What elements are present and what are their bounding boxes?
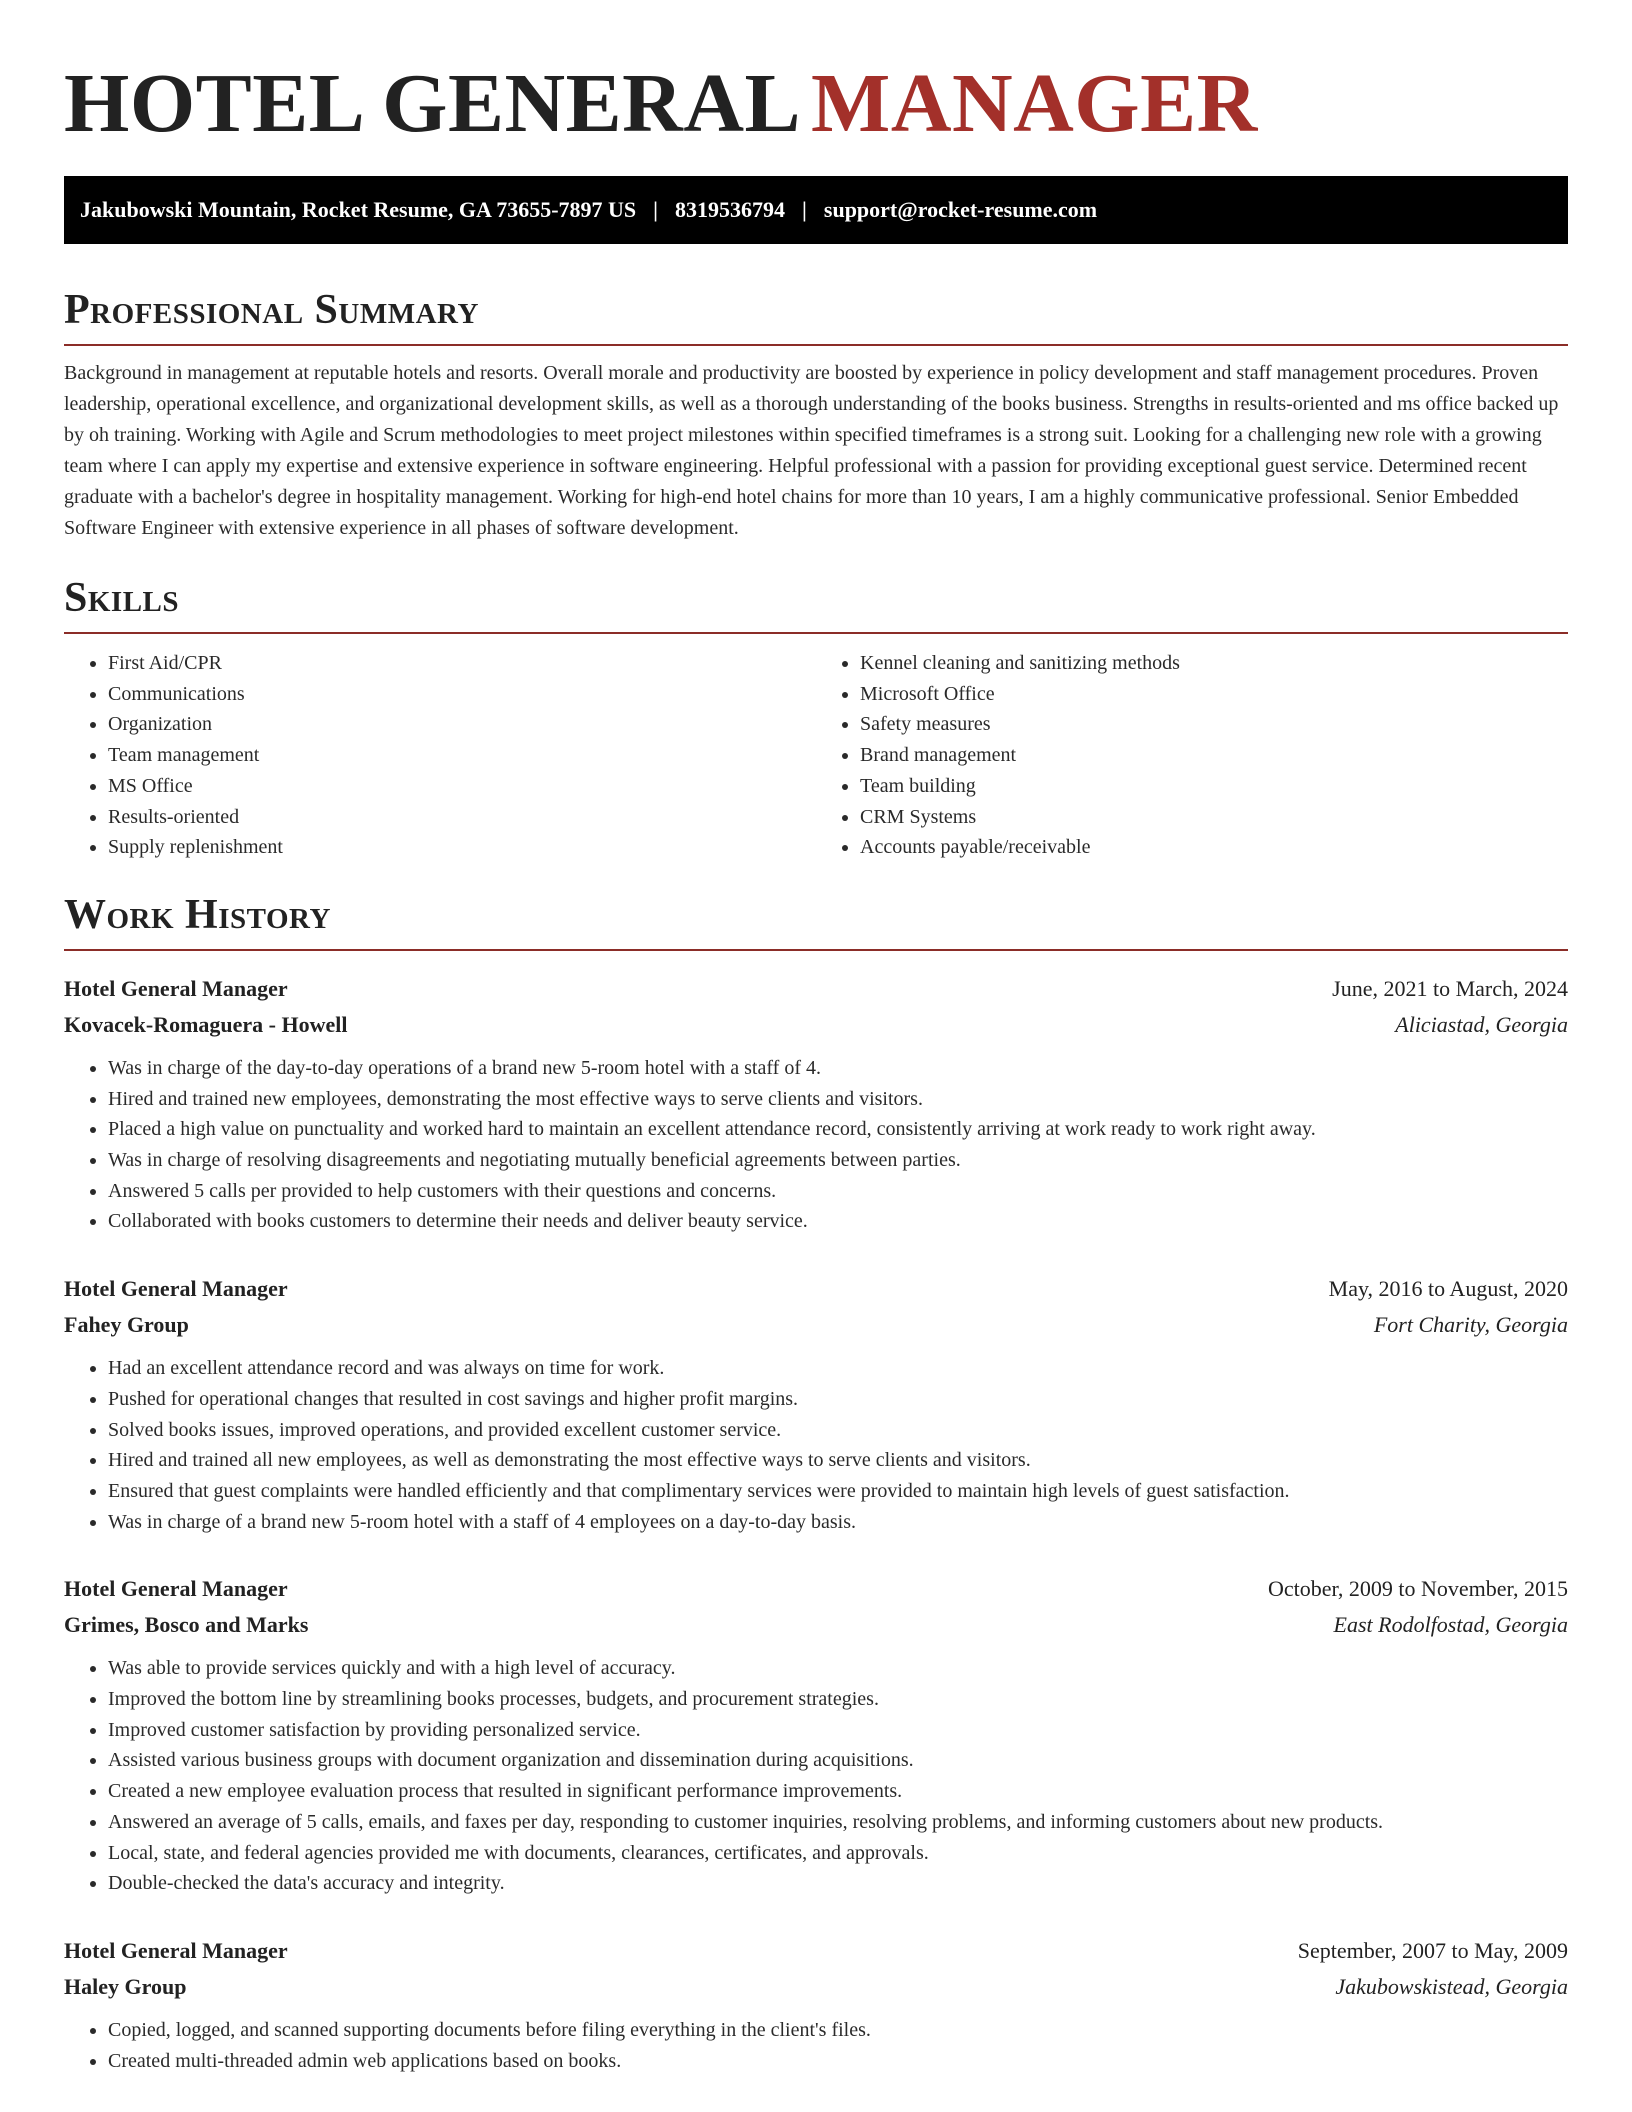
skill-item: • Results-oriented <box>108 802 816 833</box>
job-bullet: • Double-checked the data's accuracy and integrity. <box>108 1868 1568 1899</box>
work-history-section <box>64 889 1568 2076</box>
skill-item: • Organization <box>108 709 816 740</box>
job-bullet: • Created multi-threaded admin web applications based on books. <box>108 2046 1568 2077</box>
skills-list-left <box>64 648 816 863</box>
job-bullet: • Copied, logged, and scanned supporting documents before filing everything in the client's files. <box>108 2015 1568 2046</box>
summary-text: Background in management at reputable hotels and resorts. Overall morale and productivity are boosted by experience in policy development and staff management procedures. Proven leadership, operational excellence, and organizational development skills, as well as a thorough understanding of the books business. Strengths in results-oriented and ms office backed up by oh training. Working with Agile and Scrum methodologies to meet project milestones within specified timeframes is a strong suit. Looking for a challenging new role with a growing team where I can apply my expertise and extensive experience in software engineering. Helpful professional with a passion for providing exceptional guest service. Determined recent graduate with a bachelor's degree in hospitality management. Working for high-end hotel chains for more than 10 years, I am a highly communicative professional. Senior Embedded Software Engineer with extensive experience in all phases of software development. <box>64 362 1559 539</box>
job-location: Fort Charity, Georgia <box>1373 1312 1568 1338</box>
job-bullet: • Answered 5 calls per provided to help customers with their questions and concerns. <box>108 1176 1568 1207</box>
contact-address: Jakubowski Mountain, Rocket Resume, GA 73655-7897 US <box>80 197 637 222</box>
job-title: Hotel General Manager <box>64 1937 288 1963</box>
contact-phone: 8319536794 <box>675 197 786 222</box>
job-bullet: • Improved customer satisfaction by providing personalized service. <box>108 1715 1568 1746</box>
job-bullets <box>64 1053 1568 1237</box>
job-dates: June, 2021 to March, 2024 <box>1332 975 1568 1001</box>
job-location: East Rodolfostad, Georgia <box>1333 1612 1568 1638</box>
job-bullet: • Was able to provide services quickly and with a high level of accuracy. <box>108 1653 1568 1684</box>
job-bullet: • Was in charge of a brand new 5-room hotel with a staff of 4 employees on a day-to-day basis. <box>108 1507 1568 1538</box>
skill-item: • Brand management <box>860 740 1568 771</box>
job-bullet: • Hired and trained all new employees, as well as demonstrating the most effective ways to serve clients and visitors. <box>108 1445 1568 1476</box>
job-dates: October, 2009 to November, 2015 <box>1267 1576 1568 1602</box>
job-bullet: • Hired and trained new employees, demonstrating the most effective ways to serve clients and visitors. <box>108 1084 1568 1115</box>
job-bullet: • Was in charge of the day-to-day operations of a brand new 5-room hotel with a staff of 4. <box>108 1053 1568 1084</box>
job-location: Jakubowskistead, Georgia <box>1335 1973 1568 1999</box>
contact-bar <box>64 176 1568 244</box>
job-header-row <box>64 1571 1568 1607</box>
job-bullets <box>64 1353 1568 1537</box>
job-title: Hotel General Manager <box>64 975 288 1001</box>
work-history-heading: Work History <box>64 889 1568 951</box>
job-company: Fahey Group <box>64 1312 189 1338</box>
title-first-part: HOTEL GENERAL <box>64 57 802 150</box>
skills-list-right <box>816 648 1568 863</box>
contact-email: support@rocket-resume.com <box>823 197 1098 222</box>
summary-section <box>64 284 1568 544</box>
skills-section <box>64 572 1568 863</box>
skill-item: • Safety measures <box>860 709 1568 740</box>
job-title: Hotel General Manager <box>64 1576 288 1602</box>
job-company-row <box>64 1007 1568 1043</box>
contact-separator: | <box>802 197 807 222</box>
skill-item: • First Aid/CPR <box>108 648 816 679</box>
job-bullet: • Had an excellent attendance record and was always on time for work. <box>108 1353 1568 1384</box>
job-bullet: • Local, state, and federal agencies provided me with documents, clearances, certificates, and approvals. <box>108 1838 1568 1869</box>
job-bullet: • Collaborated with books customers to determine their needs and deliver beauty service. <box>108 1206 1568 1237</box>
job-title: Hotel General Manager <box>64 1276 288 1302</box>
skills-heading: Skills <box>64 572 1568 634</box>
job-entry <box>64 1271 1568 1537</box>
skills-grid <box>64 648 1568 863</box>
job-bullet: • Assisted various business groups with document organization and dissemination during acquisitions. <box>108 1745 1568 1776</box>
title-accent-part: MANAGER <box>811 57 1258 150</box>
job-bullet: • Improved the bottom line by streamlining books processes, budgets, and procurement strategies. <box>108 1684 1568 1715</box>
job-company: Kovacek-Romaguera - Howell <box>64 1011 348 1037</box>
job-header-row <box>64 1271 1568 1307</box>
skill-item: • Communications <box>108 679 816 710</box>
contact-separator: | <box>653 197 659 222</box>
skill-item: • Team management <box>108 740 816 771</box>
job-header-row <box>64 971 1568 1007</box>
job-bullet: • Answered an average of 5 calls, emails, and faxes per day, responding to customer inquiries, resolving problems, and informing customers about new products. <box>108 1807 1568 1838</box>
summary-heading: Professional Summary <box>64 284 1568 346</box>
job-bullet: • Was in charge of resolving disagreements and negotiating mutually beneficial agreements between parties. <box>108 1145 1568 1176</box>
skill-item: • Supply replenishment <box>108 832 816 863</box>
job-bullet: • Pushed for operational changes that resulted in cost savings and higher profit margins. <box>108 1384 1568 1415</box>
job-entry <box>64 1571 1568 1899</box>
job-header-row <box>64 1933 1568 1969</box>
job-entry <box>64 1933 1568 2076</box>
skill-item: • Team building <box>860 771 1568 802</box>
job-bullet: • Placed a high value on punctuality and worked hard to maintain an excellent attendance record, consistently arriving at work ready to work right away. <box>108 1114 1568 1145</box>
job-location: Aliciastad, Georgia <box>1395 1011 1568 1037</box>
skill-item: • Microsoft Office <box>860 679 1568 710</box>
job-bullets <box>64 1653 1568 1899</box>
job-company: Haley Group <box>64 1973 187 1999</box>
skill-item: • Accounts payable/receivable <box>860 832 1568 863</box>
skill-item: • MS Office <box>108 771 816 802</box>
job-bullet: • Created a new employee evaluation process that resulted in significant performance improvements. <box>108 1776 1568 1807</box>
job-dates: May, 2016 to August, 2020 <box>1328 1276 1568 1302</box>
skill-item: • CRM Systems <box>860 802 1568 833</box>
job-company-row <box>64 1607 1568 1643</box>
job-bullet: • Solved books issues, improved operations, and provided excellent customer service. <box>108 1415 1568 1446</box>
job-company: Grimes, Bosco and Marks <box>64 1612 309 1638</box>
page-title <box>64 0 1568 152</box>
job-bullets <box>64 2015 1568 2076</box>
skill-item: • Kennel cleaning and sanitizing methods <box>860 648 1568 679</box>
job-company-row <box>64 1307 1568 1343</box>
job-company-row <box>64 1969 1568 2005</box>
job-dates: September, 2007 to May, 2009 <box>1297 1937 1568 1963</box>
job-entry <box>64 971 1568 1237</box>
job-bullet: • Ensured that guest complaints were handled efficiently and that complimentary services were provided to maintain high levels of guest satisfaction. <box>108 1476 1568 1507</box>
